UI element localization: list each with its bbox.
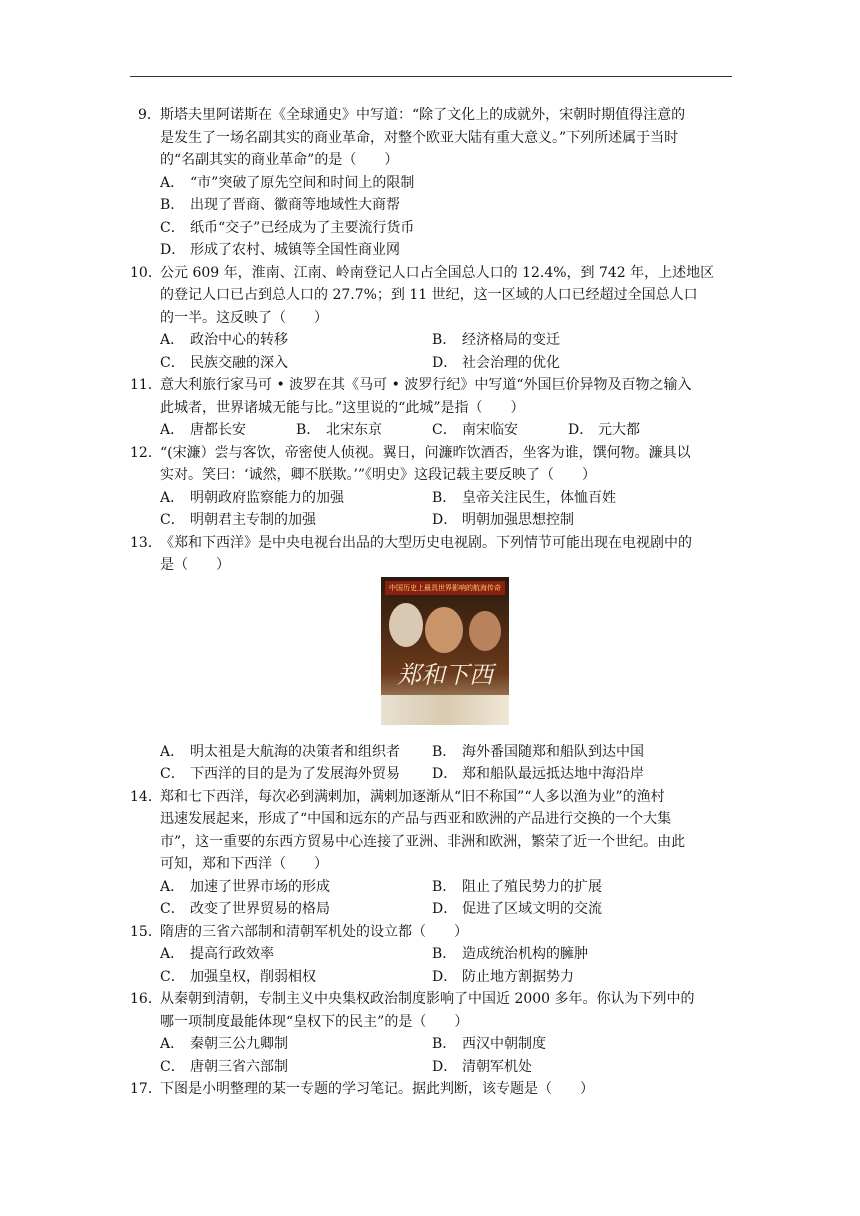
option-label: B． <box>432 743 457 760</box>
option-b[interactable] <box>432 1033 704 1056</box>
option-text: 社会治理的优化 <box>462 354 560 371</box>
question-stem-line: 是发生了一场名副其实的商业革命，对整个欧亚大陆有重大意义。”下列所述属于当时 <box>160 129 679 146</box>
option-row <box>138 966 738 989</box>
option-row <box>138 329 738 352</box>
option-text: 西汉中朝制度 <box>462 1036 546 1052</box>
option-d[interactable] <box>432 509 704 532</box>
option-d[interactable] <box>432 352 704 375</box>
option-label: A． <box>160 1036 185 1052</box>
question-stem-line: 下图是小明整理的某一专题的学习笔记。据此判断，该专题是（ ） <box>160 1081 594 1097</box>
question-10 <box>130 262 738 330</box>
option-label: C． <box>160 1058 185 1075</box>
question-15 <box>130 921 738 944</box>
option-label: A． <box>160 422 185 438</box>
option-text: 改变了世界贸易的格局 <box>190 901 330 917</box>
option-label: C． <box>160 219 185 236</box>
option-label: C． <box>160 512 185 528</box>
option-label: A． <box>160 332 185 348</box>
question-stem-line: 斯塔夫里阿诺斯在《全球通史》中写道：“除了文化上的成就外，宋朝时期值得注意的 <box>160 107 686 123</box>
option-a[interactable] <box>160 1033 432 1056</box>
question-9 <box>138 104 738 172</box>
option-b[interactable] <box>432 876 704 899</box>
option-a[interactable] <box>160 943 432 966</box>
option-d[interactable] <box>138 239 738 262</box>
option-a[interactable] <box>160 329 432 352</box>
option-row <box>138 898 738 921</box>
option-c[interactable] <box>160 763 432 786</box>
question-17 <box>130 1078 738 1101</box>
option-a[interactable] <box>138 172 738 195</box>
option-label: B． <box>432 1036 457 1052</box>
option-label: B． <box>432 332 457 348</box>
tv-series-poster-image <box>381 577 509 725</box>
question-number: 12． <box>130 444 162 461</box>
question-list <box>130 104 738 1101</box>
option-label: C． <box>160 766 185 782</box>
option-c[interactable] <box>160 1056 432 1079</box>
option-text: 南宋临安 <box>462 422 518 438</box>
option-text: 促进了区域文明的交流 <box>462 901 602 917</box>
option-c[interactable] <box>138 217 738 240</box>
option-c[interactable] <box>160 898 432 921</box>
option-text: 海外番国随郑和船队到达中国 <box>462 743 644 760</box>
question-stem-line: 隋唐的三省六部制和清朝军机处的设立都（ ） <box>160 923 468 940</box>
option-label: A． <box>160 174 185 191</box>
poster-title: 郑和下西 <box>397 660 493 689</box>
option-b[interactable] <box>432 487 704 510</box>
option-label: A． <box>160 878 185 895</box>
option-label: C． <box>432 422 457 438</box>
option-text: 明朝政府监察能力的加强 <box>190 489 344 506</box>
question-stem-line: 的一半。这反映了（ ） <box>160 309 328 326</box>
option-label: C． <box>160 901 185 917</box>
question-stem-line: 从秦朝到清朝，专制主义中央集权政治制度影响了中国近 2000 多年。你认为下列中的 <box>160 991 695 1007</box>
option-b[interactable] <box>432 741 704 764</box>
option-text: 皇帝关注民生，体恤百姓 <box>462 489 616 506</box>
question-stem-line: 可知，郑和下西洋（ ） <box>160 856 328 872</box>
option-text: 加强皇权，削弱相权 <box>190 968 316 985</box>
option-text: 清朝军机处 <box>462 1058 532 1075</box>
fleet-sails <box>381 695 509 725</box>
option-label: B． <box>296 422 321 438</box>
zheng-he-figure <box>425 607 463 653</box>
option-text: 郑和船队最远抵达地中海沿岸 <box>462 766 644 782</box>
option-label: D． <box>432 512 458 528</box>
option-text: 形成了农村、城镇等全国性商业网 <box>190 242 400 258</box>
question-number: 11． <box>130 377 162 393</box>
option-c[interactable] <box>160 966 432 989</box>
option-label: D． <box>432 766 458 782</box>
option-text: 唐朝三省六部制 <box>190 1058 288 1075</box>
question-stem-line: 的登记人口已占到总人口的 27.7%；到 11 世纪，这一区域的人口已经超过全国总人口 <box>160 287 698 303</box>
option-text: “市”突破了原先空间和时间上的限制 <box>190 174 415 191</box>
option-label: A． <box>160 743 185 760</box>
option-label: B． <box>432 946 457 962</box>
header-rule <box>130 76 732 77</box>
option-label: D． <box>432 968 458 985</box>
option-d[interactable] <box>568 419 704 442</box>
question-number: 15． <box>130 923 162 940</box>
option-text: 明太祖是大航海的决策者和组织者 <box>190 743 400 760</box>
option-text: 加速了世界市场的形成 <box>190 878 330 895</box>
option-label: A． <box>160 489 185 506</box>
option-label: D． <box>432 354 458 371</box>
option-text: 明朝加强思想控制 <box>462 512 574 528</box>
question-number: 9． <box>138 107 161 123</box>
option-label: B． <box>432 878 457 895</box>
option-row <box>138 352 738 375</box>
option-text: 北宋东京 <box>326 422 382 438</box>
question-stem-line: 迅速发展起来，形成了“中国和远东的产品与西亚和欧洲的产品进行交换的一个大集 <box>160 811 672 827</box>
option-d[interactable] <box>432 1056 704 1079</box>
option-text: 明朝君主专制的加强 <box>190 512 316 528</box>
question-stem-line: 郑和七下西洋，每次必到满剌加，满剌加逐渐从“旧不称国”“人多以渔为业”的渔村 <box>160 788 665 805</box>
question-13 <box>130 532 738 577</box>
question-stem-line: 是（ ） <box>160 557 230 573</box>
question-stem-line: 哪一项制度最能体现“皇权下的民主”的是（ ） <box>160 1013 469 1030</box>
poster-banner: 中国历史上最具世界影响的航海传奇 <box>385 581 505 595</box>
option-text: 纸币“交子”已经成为了主要流行货币 <box>190 219 415 236</box>
question-number: 17． <box>130 1081 162 1097</box>
option-b[interactable] <box>432 329 704 352</box>
option-text: 民族交融的深入 <box>190 354 288 371</box>
option-b[interactable] <box>296 419 432 442</box>
question-stem-line: 《郑和下西洋》是中央电视台出品的大型历史电视剧。下列情节可能出现在电视剧中的 <box>160 534 692 551</box>
option-row <box>138 876 738 899</box>
option-a[interactable] <box>160 741 432 764</box>
option-row <box>138 419 738 442</box>
option-a[interactable] <box>160 876 432 899</box>
option-c[interactable] <box>432 419 568 442</box>
question-stem-line: 意大利旅行家马可 • 波罗在其《马可 • 波罗行纪》中写道“外国巨价异物及百物之输入 <box>160 377 692 393</box>
option-text: 元大都 <box>598 422 640 438</box>
option-row <box>138 1033 738 1056</box>
question-14 <box>130 786 738 876</box>
option-c[interactable] <box>160 509 432 532</box>
option-row <box>138 943 738 966</box>
question-16 <box>130 988 738 1033</box>
question-stem-line: “(宋濂）尝与客饮，帝密使人侦视。翼日，问濂昨饮酒否，坐客为谁，馔何物。濂具以 <box>160 444 691 461</box>
option-row <box>138 509 738 532</box>
option-c[interactable] <box>160 352 432 375</box>
question-number: 14． <box>130 788 162 805</box>
option-a[interactable] <box>160 487 432 510</box>
option-text: 造成统治机构的臃肿 <box>462 946 588 962</box>
option-text: 秦朝三公九卿制 <box>190 1036 288 1052</box>
option-b[interactable] <box>432 943 704 966</box>
emperor-figure <box>469 611 501 651</box>
option-a[interactable] <box>160 419 296 442</box>
option-d[interactable] <box>432 898 704 921</box>
question-12 <box>130 442 738 487</box>
option-text: 经济格局的变迁 <box>462 332 560 348</box>
question-number: 10． <box>130 264 162 281</box>
question-stem-line: 实对。笑曰：‘诚然，卿不朕欺。’”《明史》这段记载主要反映了（ ） <box>160 467 597 483</box>
elder-figure <box>389 603 423 647</box>
option-row <box>138 487 738 510</box>
question-number: 16． <box>130 991 162 1007</box>
option-label: C． <box>160 968 185 985</box>
option-text: 防止地方割据势力 <box>462 968 574 985</box>
option-text: 提高行政效率 <box>190 946 274 962</box>
option-label: C． <box>160 354 185 371</box>
option-row <box>138 763 738 786</box>
question-number: 13． <box>130 534 162 551</box>
option-row <box>138 1056 738 1079</box>
option-row <box>138 741 738 764</box>
option-d[interactable] <box>432 966 704 989</box>
question-11 <box>130 374 738 419</box>
option-b[interactable] <box>138 194 738 217</box>
option-label: D． <box>568 422 594 438</box>
option-text: 唐都长安 <box>190 422 246 438</box>
option-text: 政治中心的转移 <box>190 332 288 348</box>
question-stem-line: 市”，这一重要的东西方贸易中心连接了亚洲、非洲和欧洲，繁荣了近一个世纪。由此 <box>160 833 686 850</box>
option-label: D． <box>160 242 186 258</box>
option-text: 出现了晋商、徽商等地域性大商帮 <box>190 197 400 213</box>
option-label: A． <box>160 946 185 962</box>
question-stem-line: 的“名副其实的商业革命”的是（ ） <box>160 152 399 168</box>
poster-container <box>138 577 738 741</box>
option-d[interactable] <box>432 763 704 786</box>
question-stem-line: 公元 609 年，淮南、江南、岭南登记人口占全国总人口的 12.4%，到 742 年，上述地区 <box>160 264 715 281</box>
option-label: D． <box>432 1058 458 1075</box>
option-text: 下西洋的目的是为了发展海外贸易 <box>190 766 400 782</box>
option-text: 阻止了殖民势力的扩展 <box>462 878 602 895</box>
option-label: D． <box>432 901 458 917</box>
question-stem-line: 此城者，世界诸城无能与比。”这里说的“此城”是指（ ） <box>160 399 525 416</box>
option-label: B． <box>432 489 457 506</box>
option-label: B． <box>160 197 185 213</box>
